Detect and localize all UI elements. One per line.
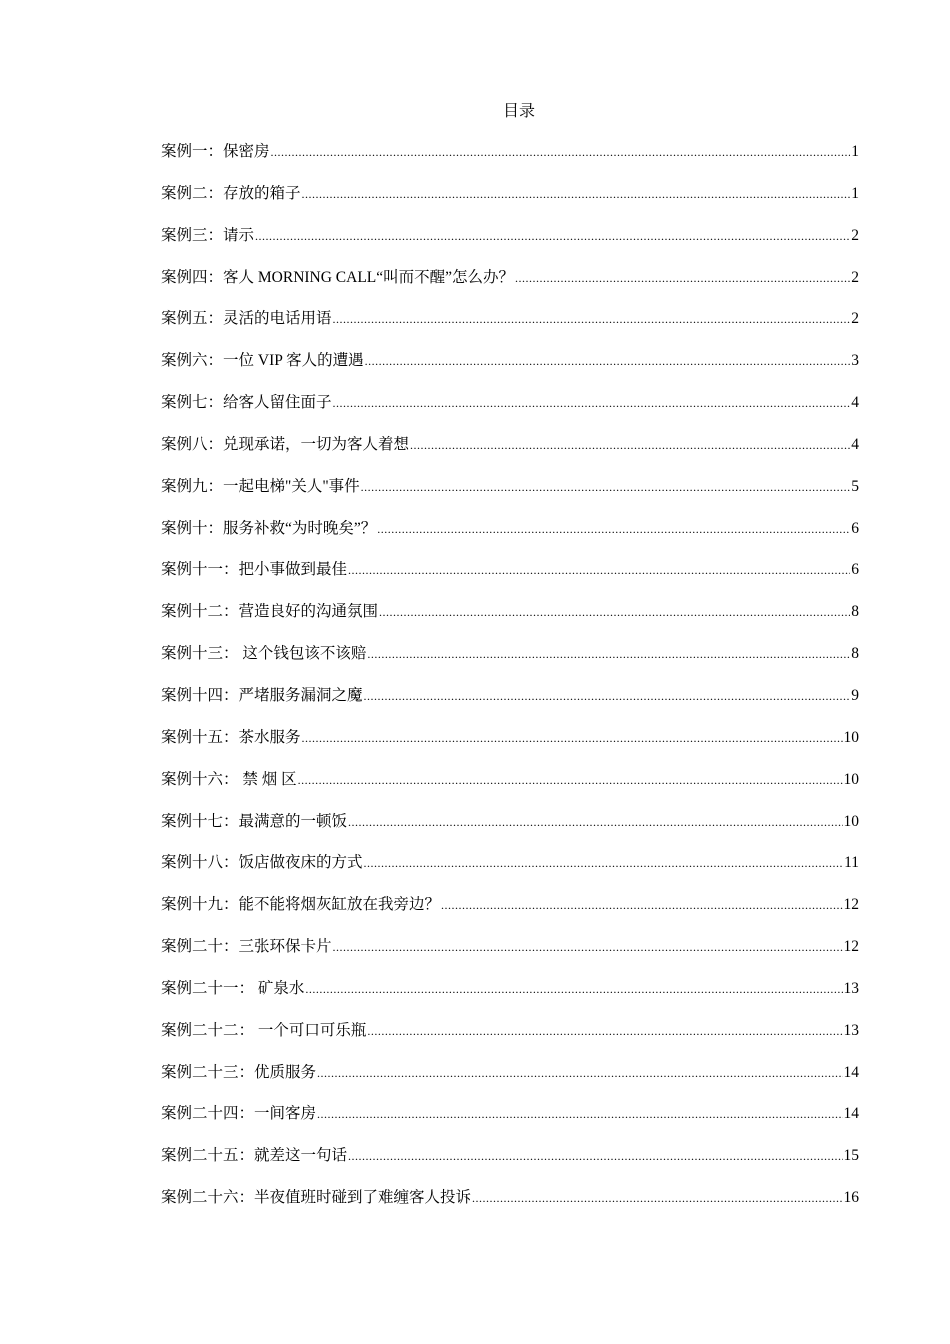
toc-entry-page: 11 [844,854,859,872]
toc-dot-leader [317,1062,842,1084]
toc-entry[interactable] [161,308,859,350]
toc-entry-label: 案例二十：三张环保卡片 [161,938,332,956]
toc-entry-label: 案例十三： 这个钱包该不该赔 [161,645,367,663]
toc-dot-leader [317,1103,842,1125]
toc-dot-leader [333,936,843,958]
toc-entry-page: 2 [851,226,859,244]
toc-entry[interactable] [161,141,859,183]
toc-entry-label: 案例八：兑现承诺，一切为客人着想 [161,435,410,453]
toc-entry-page: 12 [843,896,859,914]
toc-entry-label: 案例二十二： 一个可口可乐瓶 [161,1021,367,1039]
toc-entry-page: 15 [843,1147,859,1165]
toc-entry[interactable] [161,727,859,769]
toc-entry[interactable] [161,1020,859,1062]
toc-dot-leader [305,978,842,1000]
toc-entry-page: 13 [843,1021,859,1039]
toc-entry-label: 案例十七：最满意的一顿饭 [161,812,348,830]
toc-entry-label: 案例十：服务补救“为时晚矣”？ [161,519,377,537]
toc-entry-label: 案例七：给客人留住面子 [161,394,332,412]
toc-dot-leader [379,601,850,623]
toc-entry[interactable] [161,392,859,434]
toc-entry-page: 8 [851,603,859,621]
toc-entry-label: 案例十四：严堵服务漏洞之魔 [161,686,363,704]
toc-entry[interactable] [161,936,859,978]
toc-dot-leader [298,769,843,791]
toc-dot-leader [333,392,851,414]
toc-entry-label: 案例三：请示 [161,226,255,244]
toc-dot-leader [255,225,850,247]
toc-entry[interactable] [161,1103,859,1145]
toc-dot-leader [367,1020,842,1042]
toc-entry-page: 6 [851,519,859,537]
toc-entry[interactable] [161,267,859,309]
toc-entry-page: 14 [843,1105,859,1123]
toc-dot-leader [271,141,851,163]
toc-dot-leader [348,811,842,833]
toc-dot-leader [441,894,842,916]
toc-entry[interactable] [161,685,859,727]
toc-entry-page: 6 [851,561,859,579]
toc-entry[interactable] [161,350,859,392]
toc-entry[interactable] [161,1062,859,1104]
toc-dot-leader [515,267,850,289]
toc-entry-page: 10 [843,770,859,788]
toc-entry[interactable] [161,852,859,894]
toc-entry[interactable] [161,225,859,267]
toc-entry-label: 案例二十五：就差这一句话 [161,1147,348,1165]
toc-entry[interactable] [161,476,859,518]
toc-entry-label: 案例十九：能不能将烟灰缸放在我旁边？ [161,896,441,914]
toc-entry-page: 5 [851,477,859,495]
toc-entry-page: 1 [851,184,859,202]
toc-entry-page: 2 [851,268,859,286]
toc-entry-label: 案例二：存放的箱子 [161,184,301,202]
toc-entry[interactable] [161,601,859,643]
toc-list [161,141,859,1229]
toc-title: 目录 [502,103,535,120]
toc-dot-leader [302,183,851,205]
toc-dot-leader [377,518,850,540]
toc-entry[interactable] [161,518,859,560]
toc-entry[interactable] [161,183,859,225]
toc-entry-label: 案例六：一位 VIP 客人的遭遇 [161,352,364,370]
toc-entry-label: 案例十五：茶水服务 [161,728,301,746]
toc-entry-page: 8 [851,645,859,663]
toc-entry-label: 案例二十四：一间客房 [161,1105,317,1123]
toc-dot-leader [333,308,851,330]
toc-entry-label: 案例二十六：半夜值班时碰到了难缠客人投诉 [161,1189,472,1207]
toc-entry-page: 4 [851,394,859,412]
toc-entry-page: 12 [843,938,859,956]
toc-entry[interactable] [161,769,859,811]
toc-entry-page: 10 [843,812,859,830]
toc-entry[interactable] [161,978,859,1020]
toc-entry-page: 4 [851,435,859,453]
toc-entry[interactable] [161,559,859,601]
toc-entry-page: 1 [851,143,859,160]
toc-dot-leader [365,350,851,372]
toc-entry-label: 案例十二：营造良好的沟通氛围 [161,603,379,621]
toc-entry-page: 16 [843,1189,859,1207]
toc-entry[interactable] [161,811,859,853]
toc-entry[interactable] [161,434,859,476]
toc-entry-page: 9 [851,686,859,704]
toc-dot-leader [348,1145,842,1167]
toc-entry-label: 案例十一：把小事做到最佳 [161,561,348,579]
toc-entry-page: 3 [851,352,859,370]
toc-entry-page: 2 [851,310,859,328]
toc-dot-leader [361,476,851,498]
toc-entry-label: 案例四：客人 MORNING CALL“叫而不醒”怎么办？ [161,268,515,286]
toc-dot-leader [472,1187,842,1209]
toc-entry-label: 案例一：保密房 [161,143,270,160]
toc-entry-label: 案例二十一： 矿泉水 [161,979,305,997]
toc-dot-leader [364,685,851,707]
toc-entry-page: 13 [843,979,859,997]
toc-entry[interactable] [161,643,859,685]
toc-entry[interactable] [161,894,859,936]
toc-entry[interactable] [161,1145,859,1187]
toc-entry-label: 案例二十三：优质服务 [161,1063,317,1081]
toc-entry-label: 案例九：一起电梯"关人"事件 [161,477,360,495]
toc-entry-page: 14 [843,1063,859,1081]
toc-dot-leader [348,559,850,581]
toc-dot-leader [364,852,844,874]
toc-entry-page: 10 [843,728,859,746]
toc-entry[interactable] [161,1187,859,1229]
toc-entry-label: 案例十六： 禁 烟 区 [161,770,297,788]
toc-entry-label: 案例十八：饭店做夜床的方式 [161,854,363,872]
toc-dot-leader [367,643,850,665]
toc-dot-leader [302,727,843,749]
toc-entry-label: 案例五：灵活的电话用语 [161,310,332,328]
toc-dot-leader [410,434,850,456]
